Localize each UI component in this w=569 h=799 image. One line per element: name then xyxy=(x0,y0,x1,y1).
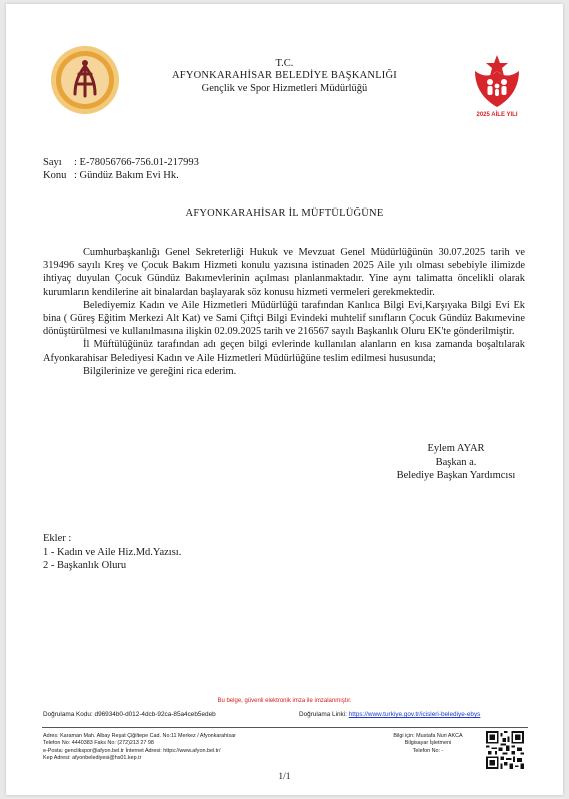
logo-caption: 2025 AİLE YILI xyxy=(476,112,518,118)
paragraph-2: Belediyemiz Kadın ve Aile Hizmetleri Müdürlüğü tarafından Kanlıca Bilgi Evi,Karşıyaka Bilgi Evi Ek bina ( Güreş Eğitim Merkezi Alt Kat) ve Sami Çiftçi Bilgi Evindeki muhtelif sınıfların Çocuk Gündüz Bakımevine dönüştürülmesi ve kullanılmasına ilişkin 02.09.2025 tarih ve 216567 sayılı Başkanlık Oluru EK'te gönderilmiştir. xyxy=(43,299,525,338)
header-line-2: AFYONKARAHİSAR BELEDİYE BAŞKANLIĞI xyxy=(172,70,397,81)
letter-body xyxy=(43,246,525,378)
attachments xyxy=(43,532,181,573)
verification-code xyxy=(43,711,216,718)
sayi-value: : E-78056766-756.01-217993 xyxy=(74,157,199,168)
header-line-1: T.C. xyxy=(275,58,294,69)
footer-contact xyxy=(43,733,333,763)
konu-row xyxy=(43,169,179,182)
paragraph-4: Bilgilerinize ve gereğini rica ederim. xyxy=(83,365,237,377)
info-phone: Telefon No: - xyxy=(412,747,444,754)
footer-info xyxy=(378,733,478,755)
verification-code-label: Doğrulama Kodu: xyxy=(43,711,93,718)
info-contact: Bilgi için: Mustafa Nuri AKCA xyxy=(393,733,463,739)
sayi-row xyxy=(43,156,199,169)
footer-phone: Telefon No: 4440383 Faks No: (272)213 27 98 xyxy=(43,740,154,747)
footer-divider xyxy=(42,727,528,728)
attachments-title: Ekler : xyxy=(43,533,72,544)
konu-label: Konu xyxy=(43,170,67,181)
attachment-item[interactable]: 1 - Kadın ve Aile Hiz.Md.Yazısı. xyxy=(43,546,182,558)
paragraph-1: Cumhurbaşkanlığı Genel Sekreterliği Hukuk ve Mevzuat Genel Müdürlüğünün 30.07.2025 tarih ve 319496 sayılı Kreş ve Çocuk Bakım Hizmeti konulu yazısına istinaden 2025 Aile yılı olması sebebiyle ilimizde ihtiyaç duyulan Çocuk Gündüz Bakımevlerinin açılması planlanmaktadır. Yine aynı talimatta öncelikli olarak kurumların kendilerine ait binalardan başlayarak söz konusu hizmeti vermeleri gerekmektedir. xyxy=(43,247,525,298)
signer-role-1: Başkan a. xyxy=(435,456,477,468)
paragraph-3: İl Müftülüğünüz tarafından adı geçen bilgi evlerinde kullanılan alanların en kısa zamanda boşaltılarak Afyonkarahisar Belediyesi Kadın ve Aile Hizmetleri Müdürlüğüne teslim edilmesi hususunda; xyxy=(43,339,525,364)
footer-address: Adres: Karaman Mah. Albay Reşat Çiğiltepe Cad. No:11 Merkez / Afyonkarahisar xyxy=(43,733,236,739)
e-signature-notice: Bu belge, güvenli elektronik imza ile imzalanmıştır. xyxy=(217,698,352,704)
verification-url[interactable]: https://www.turkiye.gov.tr/icisleri-belediye-ebys xyxy=(348,711,481,718)
attachment-item[interactable]: 2 - Başkanlık Oluru xyxy=(43,560,127,572)
document-page xyxy=(6,4,563,795)
header-line-3: Gençlik ve Spor Hizmetleri Müdürlüğü xyxy=(201,83,368,94)
signer-role-2: Belediye Başkan Yardımcısı xyxy=(396,470,516,482)
verification-link-label: Doğrulama Linki: xyxy=(299,711,347,718)
footer-kep: Kep Adresi: afyonbelediyesi@hs01.kep.tr xyxy=(43,755,142,762)
page-number: 1/1 xyxy=(278,772,291,782)
verification-link xyxy=(299,711,480,718)
info-title: Bilgisayar İşletmeni xyxy=(404,740,452,747)
addressee: AFYONKARAHİSAR İL MÜFTÜLÜĞÜNE xyxy=(185,208,384,219)
qr-code-icon[interactable] xyxy=(486,731,524,769)
konu-value: : Gündüz Bakım Evi Hk. xyxy=(74,170,179,181)
signature-block xyxy=(366,442,546,483)
signer-name: Eylem AYAR xyxy=(427,443,485,454)
verification-code-value: d96934b0-d012-4dcb-92ca-85a4ceb5edeb xyxy=(94,711,216,718)
sayi-label: Sayı xyxy=(43,157,62,168)
footer-email[interactable]: e-Posta: genclikspor@afyon.bel.tr İnternet Adresi: https://www.afyon.bel.tr/ xyxy=(43,747,221,754)
